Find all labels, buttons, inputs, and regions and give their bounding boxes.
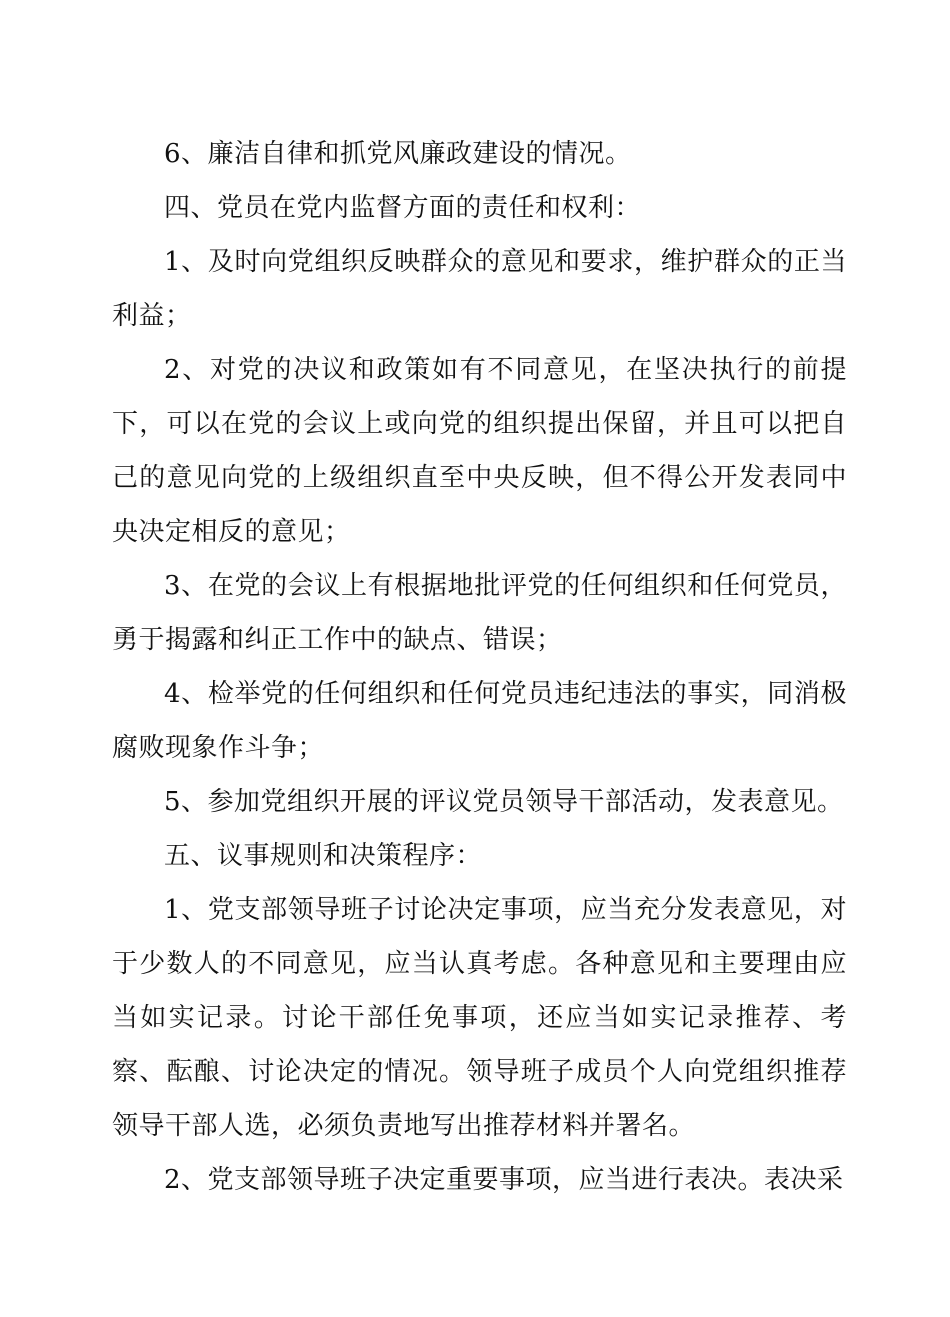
paragraph-rule-2: 2、党支部领导班子决定重要事项，应当进行表决。表决采 [164, 1165, 844, 1195]
document-body [112, 127, 847, 1207]
section-heading-member-duties: 四、党员在党内监督方面的责任和权利： [164, 193, 642, 223]
paragraph-duty-1: 1、及时向党组织反映群众的意见和要求，维护群众的正当利益； [112, 247, 847, 331]
paragraph-integrity: 6、廉洁自律和抓党风廉政建设的情况。 [164, 139, 632, 169]
section-heading-rules-procedures: 五、议事规则和决策程序： [164, 841, 483, 871]
paragraph-duty-3: 3、在党的会议上有根据地批评党的任何组织和任何党员，勇于揭露和纠正工作中的缺点、错误； [112, 571, 847, 655]
paragraph-duty-2: 2、对党的决议和政策如有不同意见，在坚决执行的前提下，可以在党的会议上或向党的组织提出保留，并且可以把自己的意见向党的上级组织直至中央反映，但不得公开发表同中央决定相反的意见； [112, 355, 847, 547]
paragraph-rule-1: 1、党支部领导班子讨论决定事项，应当充分发表意见，对于少数人的不同意见，应当认真考虑。各种意见和主要理由应当如实记录。讨论干部任免事项，还应当如实记录推荐、考察、酝酿、讨论决定的情况。领导班子成员个人向党组织推荐领导干部人选，必须负责地写出推荐材料并署名。 [112, 895, 847, 1141]
paragraph-duty-5: 5、参加党组织开展的评议党员领导干部活动，发表意见。 [164, 787, 844, 817]
paragraph-duty-4: 4、检举党的任何组织和任何党员违纪违法的事实，同消极腐败现象作斗争； [112, 679, 847, 763]
